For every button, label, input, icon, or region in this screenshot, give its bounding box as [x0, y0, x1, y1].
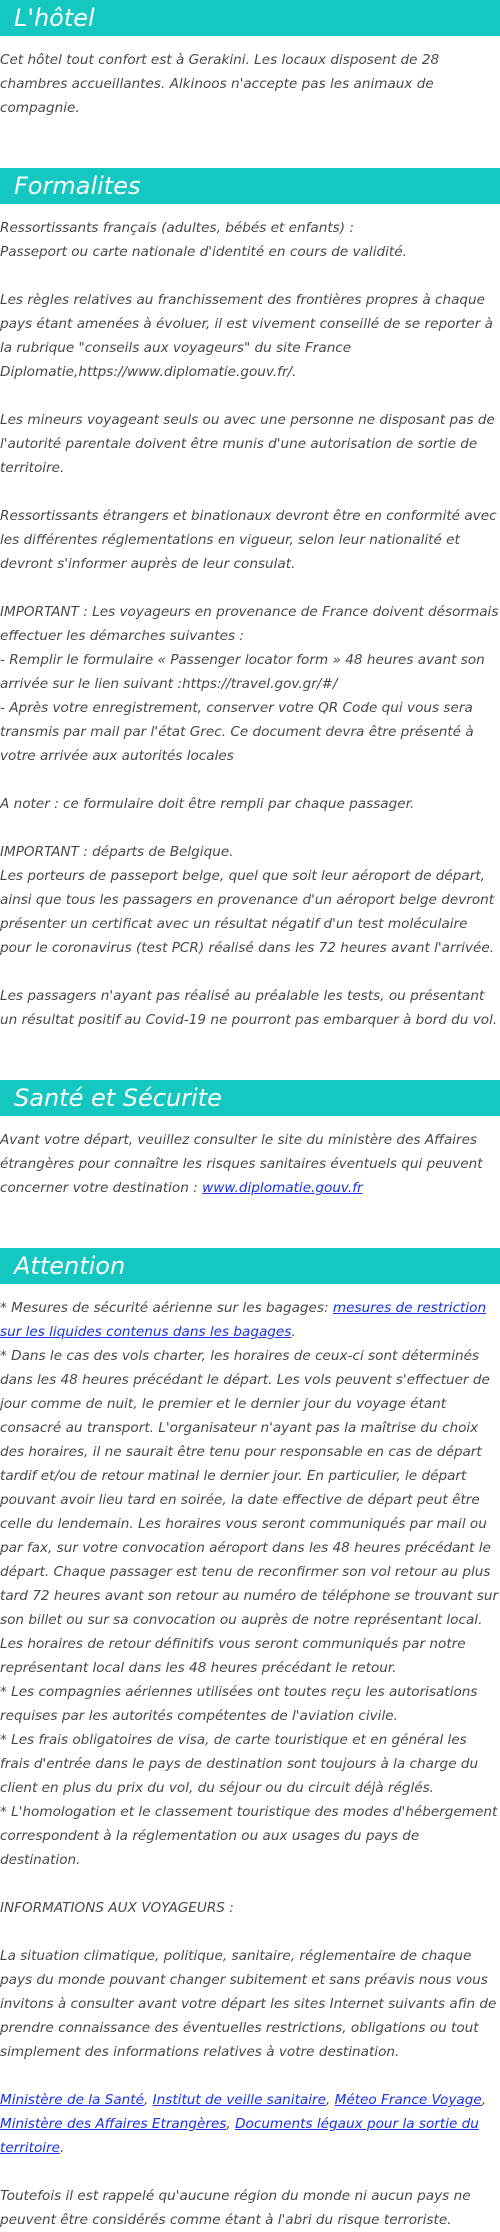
section-heading-hotel: L'hôtel — [0, 0, 500, 36]
section-sante — [0, 1116, 500, 1200]
attention-airlines: * Les compagnies aériennes utilisées ont toutes reçu les autorisations requises par les autorités compétentes de l'aviation civile. — [0, 1684, 478, 1724]
attention-baggage — [0, 1296, 500, 1344]
info-links — [0, 2088, 500, 2160]
link-ministere-sante[interactable]: Ministère de la Santé — [0, 2092, 144, 2108]
section-heading-sante: Santé et Sécurite — [0, 1080, 500, 1116]
formalites-nationals-docs: Passeport ou carte nationale d'identité en cours de validité. — [0, 244, 407, 260]
formalites-plf-step: - Remplir le formulaire « Passenger locator form » 48 heures avant son arrivée sur le lien suivant :https://travel.gov.gr/#/ — [0, 652, 485, 692]
attention-baggage-end: . — [291, 1324, 296, 1340]
formalites-qr-step: - Après votre enregistrement, conserver votre QR Code qui vous sera transmis par mail par l'état Grec. Ce document devra être présenté à votre arrivée aux autorités locales — [0, 700, 474, 764]
formalites-foreigners: Ressortissants étrangers et binationaux devront être en conformité avec les différentes réglementations en vigueur, selon leur nationalité et devront s'informer auprès de leur consulat. — [0, 508, 497, 572]
formalites-important-belgium: IMPORTANT : départs de Belgique. — [0, 844, 234, 860]
attention-accommodation: * L'homologation et le classement touristique des modes d'hébergement correspondent à la réglementation ou aux usages du pays de destination. — [0, 1804, 498, 1868]
attention-charter-flights: * Dans le cas des vols charter, les horaires de ceux-ci sont déterminés dans les 48 heures précédant le départ. Les vols peuvent s'effectuer de jour comme de nuit, le premier et le dernier jour du voyage étant consacré au transport. L'organisateur n'ayant pas la maîtrise du choix des horaires, il ne saurait être tenu pour responsable en cas de départ tardif et/ou de retour matinal le dernier jour. En particulier, le départ pouvant avoir lieu tard en soirée, la date effective de départ peut être celle du lendemain. Les horaires vous seront communiqués par mail ou par fax, sur votre convocation aéroport dans les 48 heures précédant le départ. Chaque passager est tenu de reconfirmer son vol retour au plus tard 72 heures avant son retour au numéro de téléphone se trouvant sur son billet ou sur sa convocation ou auprès de notre représentant local. Les horaires de retour définitifs vous seront communiqués par notre représentant local dans les 48 heures précédant le retour. — [0, 1348, 499, 1676]
formalites-minors: Les mineurs voyageant seuls ou avec une personne ne disposant pas de l'autorité parentale doivent être munis d'une autorisation de sortie de territoire. — [0, 412, 495, 476]
link-documents-legaux[interactable]: Documents légaux pour la sortie du territoire — [0, 2116, 479, 2156]
formalites-border-rules: Les règles relatives au franchissement des frontières propres à chaque pays étant amenées à évoluer, il est vivement conseillé de se reporter à la rubrique "conseils aux voyageurs" du site France Diplomatie,https://www.diplomatie.gouv.fr/. — [0, 292, 493, 380]
links-end: . — [60, 2140, 65, 2156]
sante-text: Avant votre départ, veuillez consulter le site du ministère des Affaires étrangères pour connaître les risques sanitaires éventuels qui peuvent concerner votre destination : — [0, 1132, 483, 1196]
section-heading-formalites: Formalites — [0, 168, 500, 204]
diplomatie-link[interactable]: www.diplomatie.gouv.fr — [202, 1180, 363, 1196]
section-attention — [0, 1284, 500, 2232]
link-separator: , — [325, 2092, 335, 2108]
link-separator: , — [226, 2116, 236, 2132]
info-heading: INFORMATIONS AUX VOYAGEURS : — [0, 1900, 234, 1916]
liquids-restriction-link[interactable]: mesures de restriction sur les liquides contenus dans les bagages — [0, 1300, 487, 1340]
section-formalites — [0, 204, 500, 1032]
attention-visa-fees: * Les frais obligatoires de visa, de carte touristique et en général les frais d'entrée dans le pays de destination sont toujours à la charge du client en plus du prix du vol, du séjour ou du circuit déjà réglés. — [0, 1732, 479, 1796]
section-hotel — [0, 36, 500, 120]
attention-baggage-text: * Mesures de sécurité aérienne sur les bagages: — [0, 1300, 333, 1316]
terrorism-warning: Toutefois il est rappelé qu'aucune région du monde ni aucun pays ne peuvent être considérés comme étant à l'abri du risque terroriste. — [0, 2188, 471, 2228]
link-separator: , — [143, 2092, 153, 2108]
link-meteo-france[interactable]: Méteo France Voyage — [334, 2092, 482, 2108]
link-institut-veille[interactable]: Institut de veille sanitaire — [152, 2092, 326, 2108]
link-separator: , — [481, 2092, 487, 2108]
info-text: La situation climatique, politique, sanitaire, réglementaire de chaque pays du monde pouvant changer subitement et sans préavis nous vous invitons à consulter avant votre départ les sites Internet suivants afin de prendre connaissance des éventuelles restrictions, obligations ou tout simplement des informations relatives à votre destination. — [0, 1948, 497, 2060]
formalites-nationals-title: Ressortissants français (adultes, bébés et enfants) : — [0, 220, 354, 236]
formalites-note: A noter : ce formulaire doit être rempli par chaque passager. — [0, 796, 415, 812]
formalites-covid-boarding: Les passagers n'ayant pas réalisé au préalable les tests, ou présentant un résultat positif au Covid-19 ne pourront pas embarquer à bord du vol. — [0, 988, 498, 1028]
formalites-important-france: IMPORTANT : Les voyageurs en provenance de France doivent désormais effectuer les démarches suivantes : — [0, 604, 499, 644]
formalites-belgium-pcr: Les porteurs de passeport belge, quel que soit leur aéroport de départ, ainsi que tous les passagers en provenance d'un aéroport belge devront présenter un certificat avec un résultat négatif d'un test moléculaire pour le coronavirus (test PCR) réalisé dans les 72 heures avant l'arrivée. — [0, 868, 495, 956]
link-affaires-etrangeres[interactable]: Ministère des Affaires Etrangères — [0, 2116, 227, 2132]
sante-text-paragraph — [0, 1128, 500, 1200]
hotel-description: Cet hôtel tout confort est à Gerakini. Les locaux disposent de 28 chambres accueillantes. Alkinoos n'accepte pas les animaux de compagnie. — [0, 52, 440, 116]
section-heading-attention: Attention — [0, 1248, 500, 1284]
